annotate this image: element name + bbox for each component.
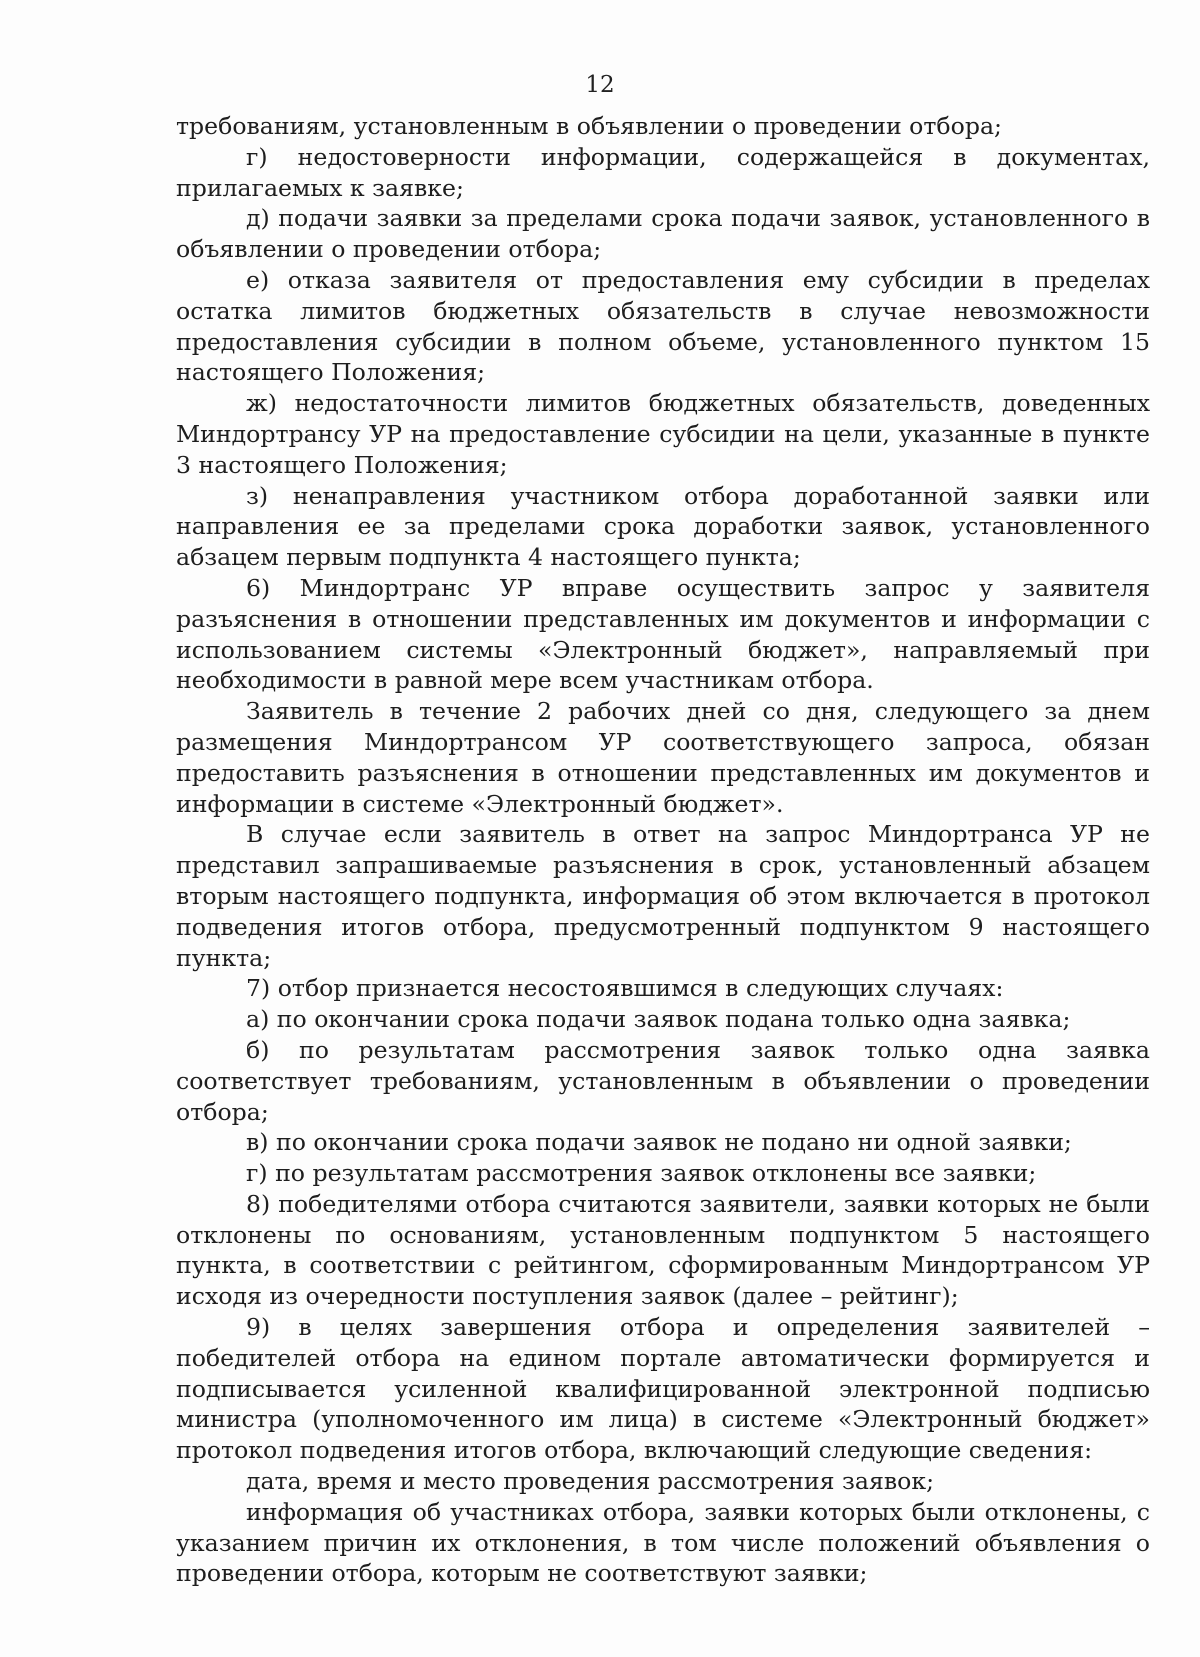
paragraph: б) по результатам рассмотрения заявок только одна заявка соответствует требованиям, установленным в объявлении о проведении отбора; [176, 1035, 1150, 1126]
paragraph: Заявитель в течение 2 рабочих дней со дня, следующего за днем размещения Миндортрансом УР соответствующего запроса, обязан предоставить разъяснения в отношении представленных им документов и информации в системе «Электронный бюджет». [176, 697, 1150, 818]
paragraph: е) отказа заявителя от предоставления ему субсидии в пределах остатка лимитов бюджетных обязательств в случае невозможности предоставления субсидии в полном объеме, установленного пунктом 15 настоящего Положения; [176, 265, 1150, 387]
document-body [176, 111, 1150, 1589]
paragraph: 9) в целях завершения отбора и определения заявителей – победителей отбора на едином портале автоматически формируется и подписывается усиленной квалифицированной электронной подписью министра (уполномоченного им лица) в системе «Электронный бюджет» протокол подведения итогов отбора, включающий следующие сведения: [176, 1313, 1150, 1465]
paragraph: 6) Миндортранс УР вправе осуществить запрос у заявителя разъяснения в отношении представленных им документов и информации с использованием системы «Электронный бюджет», направляемый при необходимости в равной мере всем участникам отбора. [176, 573, 1150, 695]
paragraph: д) подачи заявки за пределами срока подачи заявок, установленного в объявлении о проведении отбора; [176, 204, 1150, 264]
paragraph: з) ненаправления участником отбора доработанной заявки или направления ее за пределами срока доработки заявок, установленного абзацем первым подпункта 4 настоящего пункта; [176, 481, 1150, 572]
paragraph: ж) недостаточности лимитов бюджетных обязательств, доведенных Миндортрансу УР на предоставление субсидии на цели, указанные в пункте 3 настоящего Положения; [176, 389, 1150, 479]
page-number: 12 [585, 72, 615, 98]
paragraph: г) по результатам рассмотрения заявок отклонены все заявки; [246, 1159, 1037, 1188]
paragraph: а) по окончании срока подачи заявок подана только одна заявка; [246, 1005, 1071, 1034]
paragraph: требованиям, установленным в объявлении о проведении отбора; [176, 112, 1002, 140]
paragraph: информация об участниках отбора, заявки которых были отклонены, с указанием причин их отклонения, в том числе положений объявления о проведении отбора, которым не соответствуют заявки; [176, 1497, 1150, 1588]
paragraph: В случае если заявитель в ответ на запрос Миндортранса УР не представил запрашиваемые разъяснения в срок, установленный абзацем вторым настоящего подпункта, информация об этом включается в протокол подведения итогов отбора, предусмотренный подпунктом 9 настоящего пункта; [176, 820, 1150, 972]
paragraph: г) недостоверности информации, содержащейся в документах, прилагаемых к заявке; [176, 142, 1150, 202]
paragraph: дата, время и место проведения рассмотрения заявок; [246, 1467, 935, 1496]
paragraph: в) по окончании срока подачи заявок не подано ни одной заявки; [246, 1128, 1072, 1157]
paragraph: 8) победителями отбора считаются заявители, заявки которых не были отклонены по основаниям, установленным подпунктом 5 настоящего пункта, в соответствии с рейтингом, сформированным Миндортрансом УР исходя из очередности поступления заявок (далее – рейтинг); [176, 1189, 1150, 1311]
paragraph: 7) отбор признается несостоявшимся в следующих случаях: [246, 974, 1004, 1003]
